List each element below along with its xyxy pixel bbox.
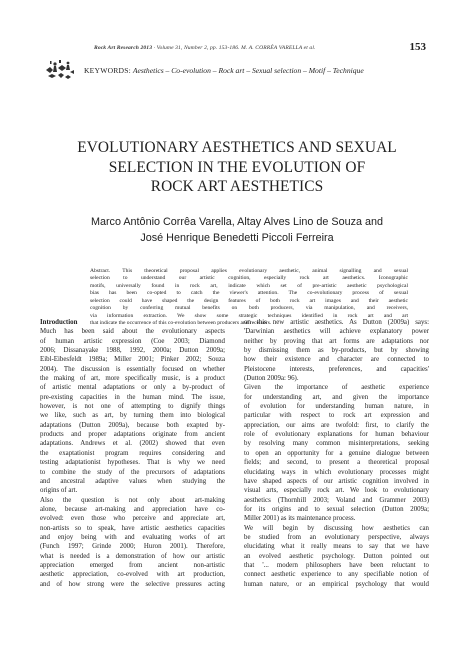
body-line: (Funch 1997; Grinde 2000; Huron 2001). Therefore,: [40, 543, 225, 551]
abstract-line: selection to understand our artistic cognition, especially rock art aesthetics. Iconographic: [90, 275, 408, 282]
body-line: what is needed is a demonstration of how our artistic: [40, 552, 225, 560]
body-line: adaptations. Andrews et al. (2002) showed that even: [40, 440, 225, 448]
section-heading-introduction: Introduction: [40, 319, 78, 326]
body-line: particular with respect to rock art expression and: [244, 412, 429, 420]
body-line: 2004). The discussion is essentially focused on whether: [40, 365, 225, 373]
journal-citation: · Volume 31, Number 2, pp. 153-186. M. A. CORRÊA VARELLA et al.: [153, 45, 316, 51]
abstract-line: via information extraction. We show some strategic techniques identified in rock art and art: [90, 312, 408, 319]
author-line: Marco Antônio Corrêa Varella, Altay Alves Lino de Souza and: [90, 216, 384, 228]
body-line: and enjoy being with and evaluating works of art: [40, 533, 225, 541]
body-line: 'Darwinian aesthetics will achieve explanatory power: [244, 328, 429, 336]
left-column: [40, 318, 225, 589]
body-line: connect aesthetic experience to any specifiable notion of: [244, 571, 429, 579]
body-line: the making of art, more specifically music, is a product: [40, 375, 225, 383]
abstract-line: that indicate the occurrence of this co-evolution between producers and receivers.: [90, 320, 272, 327]
title-line: ROCK ART AESTHETICS: [150, 178, 324, 195]
article-title: [40, 138, 434, 197]
keywords-list: Aesthetics – Co-evolution – Rock art – Sexual selection – Motif – Technique: [132, 66, 364, 75]
body-line: visual arts, especially rock art. We look to evolutionary: [244, 487, 429, 495]
body-line: testing adaptationist hypotheses. That is why we need: [40, 459, 225, 467]
body-line: by dismissing them as by-products, but by showing: [244, 347, 429, 355]
body-line: Much has been said about the evolutionary aspects: [40, 328, 225, 336]
body-line: Also the question is not only about art-making: [40, 496, 225, 504]
right-column: [244, 318, 429, 589]
abstract-line: Abstract. This theoretical proposal applies evolutionary aesthetic, animal signalling and sexual: [90, 268, 408, 274]
body-line: for its origins and to sexual selection (Dutton 2009a;: [244, 505, 429, 513]
body-line: pre-existing capacities in the human mind. The issue,: [40, 393, 225, 401]
body-line: of artistic mental adaptations or only a by-product of: [40, 384, 225, 392]
body-line: neither by proving that art forms are adaptations nor: [244, 337, 429, 345]
body-line: non-artists so to speak, have artistic aesthetics capacities: [40, 524, 225, 532]
body-line: origins of art.: [40, 487, 78, 495]
abstract-line: selection could have shaped the design features of both rock art images and their aesthetic: [90, 297, 408, 304]
body-line: on this new artistic aesthetics. As Dutton (2009a) says:: [244, 319, 429, 326]
body-line: appreciation emerged from ancient non-artistic: [40, 561, 225, 569]
body-line: products and proper adaptations originate from ancient: [40, 431, 225, 439]
body-line: appreciation, our aims are twofold: first, to clarify the: [244, 421, 429, 429]
title-line: EVOLUTIONARY AESTHETICS AND SEXUAL: [77, 139, 397, 156]
body-line: 2006; Dissanayake 1988, 1992, 2000a; Dutton 2009a;: [40, 347, 225, 355]
body-line: Eibl-Eibesfeldt 1989a; Miller 2001; Pinker 2002; Souza: [40, 356, 225, 364]
body-line: that '... modern philosophers have been reluctant to: [244, 561, 429, 569]
body-line: have shaped aspects of our artistic cognition involved in: [244, 477, 429, 485]
body-line: an evolved aesthetic psychology. Dutton pointed out: [244, 552, 429, 560]
body-line: of human artistic expression (Coe 2003; Diamond: [40, 337, 225, 345]
running-head: [94, 45, 315, 51]
abstract-line: cognition by conferring mutual benefits on both producers, via manipulation, and receivers,: [90, 305, 408, 312]
body-line: to combine the study of the precursors of adaptations: [40, 468, 225, 476]
body-line: evolved: even those who perceive and appreciate art,: [40, 515, 225, 523]
body-line: and ancestral adaptive values when studying the: [40, 477, 225, 485]
body-line: the exaptationist program requires considering and: [40, 449, 225, 457]
body-line: elucidating ways in which evolutionary processes might: [244, 468, 429, 476]
body-line: how their existence and character are connected to: [244, 356, 429, 364]
body-line: Pleistocene interests, preferences, and capacities': [244, 365, 429, 373]
body-line: however, is not one of attempting to dignify things: [40, 403, 225, 411]
abstract-line: motifs, universally found in rock art, indicate which set of pre-artistic aesthetic psychological: [90, 282, 408, 289]
body-line: fields; and second, to present a theoretical proposal: [244, 459, 429, 467]
page-number: 153: [409, 41, 426, 53]
body-line: Given the importance of aesthetic experience: [244, 384, 429, 392]
body-line: adaptations (Dutton 2009a), because both exapted by-: [40, 421, 225, 429]
body-line: role of evolutionary explanations for human behaviour: [244, 431, 429, 439]
title-line: SELECTION IN THE EVOLUTION OF: [108, 158, 366, 176]
body-line: human nature, or an empirical psychology that would: [244, 580, 429, 588]
rock-art-figures-icon: [44, 58, 76, 82]
body-line: and of how strong were the selective pressures acting: [40, 580, 225, 588]
body-line: Miller 2001) as its maintenance process.: [244, 515, 356, 523]
body-line: to open an opportunity for a genuine dialogue between: [244, 449, 429, 457]
body-line: elucidating what it really means to say that we have: [244, 543, 429, 551]
keywords-label: KEYWORDS:: [84, 66, 131, 75]
body-line: (Dutton 2009a: 96).: [244, 375, 299, 383]
body-line: alone, because art-making and appreciation have co-: [40, 505, 225, 513]
keywords: [84, 66, 364, 75]
abstract-line: bias has been co-opted to catch the viewer's attention. The co-evolutionary process of sexual: [90, 290, 408, 297]
body-line: we like, such as art, by turning them into biological: [40, 412, 225, 420]
author-line: José Henrique Benedetti Piccoli Ferreira: [140, 231, 334, 244]
body-line: aesthetics (Thornhill 2003; Voland and Grammer 2003): [244, 496, 429, 504]
body-line: We will begin by discussing how aesthetics can: [244, 524, 429, 532]
body-line: be studied from an evolutionary perspective, always: [244, 533, 429, 541]
journal-year: 2013: [140, 45, 153, 51]
authors: [40, 215, 434, 246]
body-line: aesthetic appreciation, co-evolved with art production,: [40, 571, 225, 579]
journal-name: Rock Art Research: [94, 45, 139, 51]
body-line: by resolving many common misinterpretations, seeking: [244, 440, 429, 448]
body-line: for understanding art, and given the importance: [244, 393, 429, 401]
body-line: of evolution for understanding human nature, in: [244, 403, 429, 411]
